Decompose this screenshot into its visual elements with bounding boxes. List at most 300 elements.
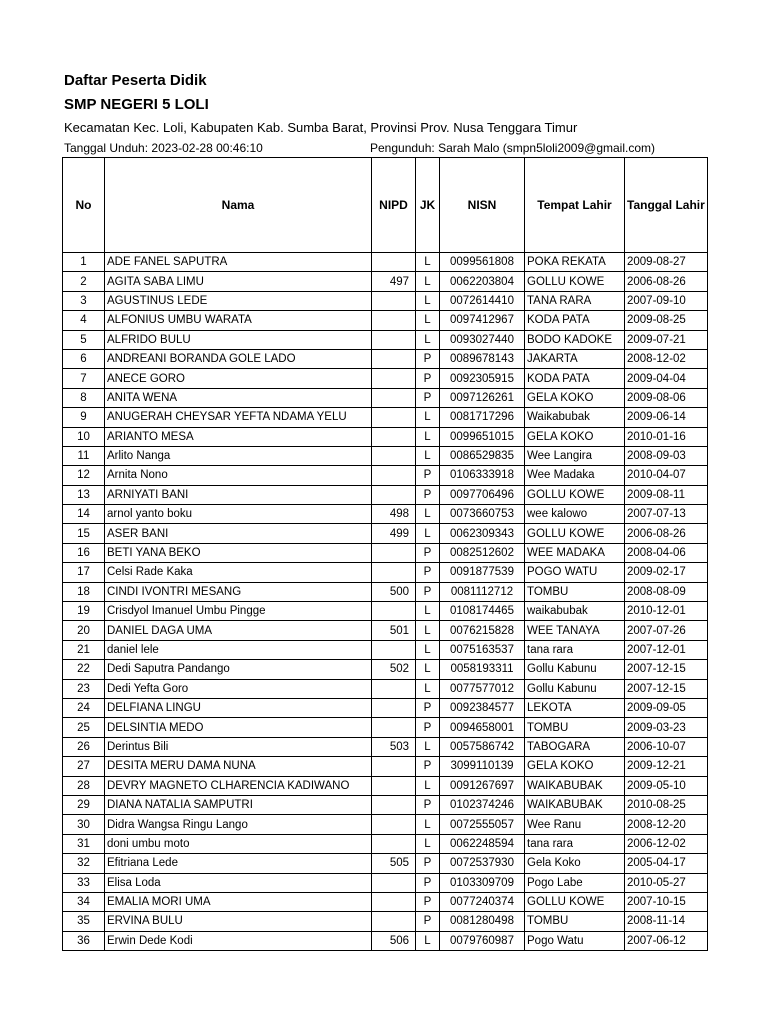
table-row [63, 776, 708, 795]
cell-jk: L [416, 505, 440, 524]
school-location: Kecamatan Kec. Loli, Kabupaten Kab. Sumba Barat, Provinsi Prov. Nusa Tenggara Timur [64, 120, 578, 135]
cell-nama: CINDI IVONTRI MESANG [105, 582, 372, 601]
cell-nama: ANDREANI BORANDA GOLE LADO [105, 349, 372, 368]
cell-tanggal-lahir: 2007-06-12 [625, 931, 708, 950]
cell-jk: L [416, 679, 440, 698]
table-row [63, 892, 708, 911]
cell-tanggal-lahir: 2009-08-06 [625, 388, 708, 407]
cell-tempat-lahir: POGO WATU [525, 563, 625, 582]
cell-nisn: 0097412967 [440, 311, 525, 330]
cell-nama: ALFRIDO BULU [105, 330, 372, 349]
table-row [63, 524, 708, 543]
cell-jk: L [416, 272, 440, 291]
table-row [63, 737, 708, 756]
cell-nama: Dedi Yefta Goro [105, 679, 372, 698]
cell-nisn: 0073660753 [440, 505, 525, 524]
cell-nama: Derintus Bili [105, 737, 372, 756]
cell-nipd: 501 [372, 621, 416, 640]
cell-no: 8 [63, 388, 105, 407]
table-row [63, 679, 708, 698]
cell-jk: P [416, 892, 440, 911]
cell-jk: L [416, 524, 440, 543]
cell-tanggal-lahir: 2007-12-01 [625, 640, 708, 659]
table-row [63, 602, 708, 621]
cell-nisn: 0097126261 [440, 388, 525, 407]
cell-nisn: 0092305915 [440, 369, 525, 388]
cell-no: 1 [63, 253, 105, 272]
cell-nisn: 0077577012 [440, 679, 525, 698]
table-row [63, 291, 708, 310]
cell-no: 17 [63, 563, 105, 582]
cell-nisn: 0077240374 [440, 892, 525, 911]
table-row [63, 582, 708, 601]
cell-nisn: 0099651015 [440, 427, 525, 446]
table-row [63, 854, 708, 873]
cell-nama: DELSINTIA MEDO [105, 718, 372, 737]
cell-no: 24 [63, 698, 105, 717]
cell-tempat-lahir: GOLLU KOWE [525, 524, 625, 543]
cell-nama: BETI YANA BEKO [105, 543, 372, 562]
cell-nipd [372, 815, 416, 834]
cell-jk: P [416, 718, 440, 737]
cell-no: 27 [63, 757, 105, 776]
table-row [63, 388, 708, 407]
cell-nipd [372, 873, 416, 892]
cell-tanggal-lahir: 2009-02-17 [625, 563, 708, 582]
cell-tanggal-lahir: 2007-12-15 [625, 660, 708, 679]
cell-nama: ALFONIUS UMBU WARATA [105, 311, 372, 330]
column-header-jk: JK [416, 158, 440, 253]
cell-nama: ARIANTO MESA [105, 427, 372, 446]
cell-nisn: 0058193311 [440, 660, 525, 679]
cell-nisn: 0103309709 [440, 873, 525, 892]
cell-nama: daniel lele [105, 640, 372, 659]
table-row [63, 718, 708, 737]
cell-tanggal-lahir: 2009-09-05 [625, 698, 708, 717]
cell-jk: L [416, 427, 440, 446]
cell-no: 5 [63, 330, 105, 349]
cell-tanggal-lahir: 2006-10-07 [625, 737, 708, 756]
cell-tanggal-lahir: 2007-07-26 [625, 621, 708, 640]
cell-jk: L [416, 621, 440, 640]
cell-tanggal-lahir: 2007-07-13 [625, 505, 708, 524]
table-row [63, 272, 708, 291]
table-row [63, 757, 708, 776]
cell-nipd [372, 388, 416, 407]
cell-nisn: 0081280498 [440, 912, 525, 931]
table-row [63, 485, 708, 504]
column-header-nama: Nama [105, 158, 372, 253]
cell-nama: DELFIANA LINGU [105, 698, 372, 717]
cell-nama: Crisdyol Imanuel Umbu Pingge [105, 602, 372, 621]
cell-tanggal-lahir: 2006-12-02 [625, 834, 708, 853]
cell-nipd: 503 [372, 737, 416, 756]
cell-tanggal-lahir: 2010-05-27 [625, 873, 708, 892]
cell-nisn: 0072537930 [440, 854, 525, 873]
cell-nama: ADE FANEL SAPUTRA [105, 253, 372, 272]
cell-no: 26 [63, 737, 105, 756]
cell-nama: ANUGERAH CHEYSAR YEFTA NDAMA YELU [105, 408, 372, 427]
cell-nipd: 497 [372, 272, 416, 291]
cell-no: 33 [63, 873, 105, 892]
cell-tempat-lahir: Waikabubak [525, 408, 625, 427]
cell-tempat-lahir: JAKARTA [525, 349, 625, 368]
cell-nipd [372, 311, 416, 330]
cell-nipd [372, 563, 416, 582]
table-row [63, 446, 708, 465]
cell-nisn: 0091877539 [440, 563, 525, 582]
cell-jk: L [416, 408, 440, 427]
cell-jk: L [416, 602, 440, 621]
cell-tempat-lahir: TABOGARA [525, 737, 625, 756]
cell-nipd [372, 485, 416, 504]
cell-tempat-lahir: Gollu Kabunu [525, 679, 625, 698]
cell-tempat-lahir: Wee Madaka [525, 466, 625, 485]
cell-no: 18 [63, 582, 105, 601]
cell-nisn: 0081112712 [440, 582, 525, 601]
cell-tanggal-lahir: 2009-12-21 [625, 757, 708, 776]
cell-nisn: 3099110139 [440, 757, 525, 776]
table-row [63, 795, 708, 814]
cell-no: 9 [63, 408, 105, 427]
cell-jk: P [416, 912, 440, 931]
cell-tanggal-lahir: 2006-08-26 [625, 272, 708, 291]
cell-jk: P [416, 349, 440, 368]
cell-nama: DEVRY MAGNETO CLHARENCIA KADIWANO [105, 776, 372, 795]
table-header-row [63, 158, 708, 253]
cell-nisn: 0093027440 [440, 330, 525, 349]
cell-nipd [372, 776, 416, 795]
cell-jk: L [416, 815, 440, 834]
cell-nipd [372, 446, 416, 465]
download-timestamp: Tanggal Unduh: 2023-02-28 00:46:10 [64, 141, 263, 155]
cell-nisn: 0062203804 [440, 272, 525, 291]
cell-jk: L [416, 291, 440, 310]
cell-tempat-lahir: TOMBU [525, 582, 625, 601]
table-row [63, 505, 708, 524]
cell-jk: L [416, 776, 440, 795]
cell-tempat-lahir: GOLLU KOWE [525, 272, 625, 291]
cell-tanggal-lahir: 2009-06-14 [625, 408, 708, 427]
cell-nisn: 0099561808 [440, 253, 525, 272]
cell-tempat-lahir: POKA REKATA [525, 253, 625, 272]
cell-tanggal-lahir: 2009-08-25 [625, 311, 708, 330]
cell-tempat-lahir: GELA KOKO [525, 757, 625, 776]
cell-nipd [372, 253, 416, 272]
table-row [63, 349, 708, 368]
downloader-info: Pengunduh: Sarah Malo (smpn5loli2009@gmail.com) [370, 141, 655, 155]
table-row [63, 912, 708, 931]
cell-jk: P [416, 563, 440, 582]
cell-nipd [372, 640, 416, 659]
table-row [63, 815, 708, 834]
cell-tempat-lahir: WEE MADAKA [525, 543, 625, 562]
cell-nipd [372, 466, 416, 485]
cell-nipd: 498 [372, 505, 416, 524]
cell-nisn: 0086529835 [440, 446, 525, 465]
cell-tempat-lahir: WEE TANAYA [525, 621, 625, 640]
cell-no: 12 [63, 466, 105, 485]
cell-jk: P [416, 543, 440, 562]
cell-tanggal-lahir: 2009-05-10 [625, 776, 708, 795]
cell-no: 32 [63, 854, 105, 873]
cell-no: 29 [63, 795, 105, 814]
table-row [63, 640, 708, 659]
cell-jk: L [416, 311, 440, 330]
cell-no: 10 [63, 427, 105, 446]
cell-tanggal-lahir: 2010-12-01 [625, 602, 708, 621]
cell-nama: DANIEL DAGA UMA [105, 621, 372, 640]
table-row [63, 408, 708, 427]
cell-tanggal-lahir: 2009-03-23 [625, 718, 708, 737]
cell-jk: P [416, 757, 440, 776]
cell-nama: ANECE GORO [105, 369, 372, 388]
cell-nipd [372, 543, 416, 562]
cell-nama: ASER BANI [105, 524, 372, 543]
cell-nipd [372, 912, 416, 931]
cell-nama: Arlito Nanga [105, 446, 372, 465]
cell-nipd: 505 [372, 854, 416, 873]
cell-nipd: 502 [372, 660, 416, 679]
cell-no: 21 [63, 640, 105, 659]
cell-tempat-lahir: GELA KOKO [525, 427, 625, 446]
cell-jk: L [416, 660, 440, 679]
cell-jk: P [416, 873, 440, 892]
cell-nisn: 0062309343 [440, 524, 525, 543]
cell-no: 4 [63, 311, 105, 330]
cell-nipd [372, 757, 416, 776]
cell-jk: P [416, 388, 440, 407]
cell-tanggal-lahir: 2005-04-17 [625, 854, 708, 873]
cell-nisn: 0082512602 [440, 543, 525, 562]
cell-tempat-lahir: tana rara [525, 834, 625, 853]
cell-nama: Erwin Dede Kodi [105, 931, 372, 950]
cell-tempat-lahir: Gollu Kabunu [525, 660, 625, 679]
cell-nisn: 0102374246 [440, 795, 525, 814]
cell-nipd [372, 330, 416, 349]
cell-nisn: 0081717296 [440, 408, 525, 427]
cell-tanggal-lahir: 2008-12-20 [625, 815, 708, 834]
cell-nisn: 0072614410 [440, 291, 525, 310]
table-row [63, 311, 708, 330]
cell-no: 16 [63, 543, 105, 562]
cell-tempat-lahir: Gela Koko [525, 854, 625, 873]
cell-tempat-lahir: Pogo Watu [525, 931, 625, 950]
cell-no: 13 [63, 485, 105, 504]
cell-nipd [372, 718, 416, 737]
column-header-no: No [63, 158, 105, 253]
cell-no: 2 [63, 272, 105, 291]
cell-tanggal-lahir: 2009-08-27 [625, 253, 708, 272]
cell-tanggal-lahir: 2009-08-11 [625, 485, 708, 504]
cell-tempat-lahir: Wee Ranu [525, 815, 625, 834]
cell-tempat-lahir: waikabubak [525, 602, 625, 621]
cell-tanggal-lahir: 2008-08-09 [625, 582, 708, 601]
cell-tanggal-lahir: 2010-04-07 [625, 466, 708, 485]
cell-tempat-lahir: BODO KADOKE [525, 330, 625, 349]
cell-nisn: 0062248594 [440, 834, 525, 853]
cell-tanggal-lahir: 2008-11-14 [625, 912, 708, 931]
cell-nipd [372, 291, 416, 310]
cell-jk: P [416, 698, 440, 717]
cell-nama: Efitriana Lede [105, 854, 372, 873]
table-row [63, 563, 708, 582]
cell-tanggal-lahir: 2010-01-16 [625, 427, 708, 446]
cell-jk: P [416, 795, 440, 814]
cell-nisn: 0075163537 [440, 640, 525, 659]
table-row [63, 698, 708, 717]
cell-nipd [372, 795, 416, 814]
cell-nama: AGITA SABA LIMU [105, 272, 372, 291]
cell-nipd: 506 [372, 931, 416, 950]
cell-nipd [372, 349, 416, 368]
cell-nama: Elisa Loda [105, 873, 372, 892]
cell-tanggal-lahir: 2008-04-06 [625, 543, 708, 562]
table-row [63, 543, 708, 562]
cell-nisn: 0108174465 [440, 602, 525, 621]
cell-tempat-lahir: GELA KOKO [525, 388, 625, 407]
cell-tempat-lahir: WAIKABUBAK [525, 795, 625, 814]
cell-nisn: 0057586742 [440, 737, 525, 756]
cell-nisn: 0097706496 [440, 485, 525, 504]
cell-no: 23 [63, 679, 105, 698]
cell-nisn: 0072555057 [440, 815, 525, 834]
table-row [63, 330, 708, 349]
cell-tempat-lahir: tana rara [525, 640, 625, 659]
cell-tempat-lahir: Wee Langira [525, 446, 625, 465]
cell-no: 19 [63, 602, 105, 621]
table-row [63, 621, 708, 640]
cell-tempat-lahir: GOLLU KOWE [525, 485, 625, 504]
student-table [62, 157, 708, 951]
table-row [63, 253, 708, 272]
cell-nisn: 0106333918 [440, 466, 525, 485]
cell-no: 11 [63, 446, 105, 465]
cell-tanggal-lahir: 2006-08-26 [625, 524, 708, 543]
table-row [63, 834, 708, 853]
cell-tempat-lahir: TOMBU [525, 718, 625, 737]
cell-nama: ERVINA BULU [105, 912, 372, 931]
cell-nama: arnol yanto boku [105, 505, 372, 524]
cell-no: 35 [63, 912, 105, 931]
cell-jk: P [416, 466, 440, 485]
cell-no: 34 [63, 892, 105, 911]
cell-jk: L [416, 931, 440, 950]
cell-nama: Arnita Nono [105, 466, 372, 485]
cell-no: 28 [63, 776, 105, 795]
table-row [63, 369, 708, 388]
column-header-nipd: NIPD [372, 158, 416, 253]
cell-no: 36 [63, 931, 105, 950]
cell-tanggal-lahir: 2007-09-10 [625, 291, 708, 310]
cell-jk: L [416, 253, 440, 272]
table-row [63, 660, 708, 679]
cell-tempat-lahir: wee kalowo [525, 505, 625, 524]
cell-nipd [372, 427, 416, 446]
cell-nama: ANITA WENA [105, 388, 372, 407]
cell-nisn: 0094658001 [440, 718, 525, 737]
cell-nipd [372, 834, 416, 853]
cell-nipd [372, 369, 416, 388]
document-title: Daftar Peserta Didik [64, 72, 207, 89]
cell-nipd [372, 698, 416, 717]
cell-tempat-lahir: TOMBU [525, 912, 625, 931]
cell-jk: P [416, 854, 440, 873]
cell-nama: DESITA MERU DAMA NUNA [105, 757, 372, 776]
cell-nipd [372, 602, 416, 621]
table-row [63, 427, 708, 446]
cell-no: 25 [63, 718, 105, 737]
cell-jk: L [416, 737, 440, 756]
table-row [63, 466, 708, 485]
cell-tanggal-lahir: 2009-07-21 [625, 330, 708, 349]
cell-nama: doni umbu moto [105, 834, 372, 853]
cell-nama: Celsi Rade Kaka [105, 563, 372, 582]
cell-nama: Didra Wangsa Ringu Lango [105, 815, 372, 834]
cell-nama: ARNIYATI BANI [105, 485, 372, 504]
cell-tanggal-lahir: 2009-04-04 [625, 369, 708, 388]
cell-jk: P [416, 582, 440, 601]
school-name: SMP NEGERI 5 LOLI [64, 96, 209, 113]
cell-nama: EMALIA MORI UMA [105, 892, 372, 911]
cell-nipd [372, 892, 416, 911]
cell-nipd: 499 [372, 524, 416, 543]
cell-nisn: 0076215828 [440, 621, 525, 640]
cell-no: 14 [63, 505, 105, 524]
cell-no: 3 [63, 291, 105, 310]
cell-no: 15 [63, 524, 105, 543]
cell-nama: Dedi Saputra Pandango [105, 660, 372, 679]
table-body [63, 253, 708, 951]
cell-nisn: 0091267697 [440, 776, 525, 795]
column-header-tempat-lahir: Tempat Lahir [525, 158, 625, 253]
cell-no: 22 [63, 660, 105, 679]
cell-no: 30 [63, 815, 105, 834]
cell-tanggal-lahir: 2010-08-25 [625, 795, 708, 814]
cell-nipd: 500 [372, 582, 416, 601]
cell-tempat-lahir: KODA PATA [525, 369, 625, 388]
cell-jk: P [416, 369, 440, 388]
cell-tempat-lahir: LEKOTA [525, 698, 625, 717]
cell-nama: DIANA NATALIA SAMPUTRI [105, 795, 372, 814]
column-header-nisn: NISN [440, 158, 525, 253]
table-row [63, 873, 708, 892]
cell-tanggal-lahir: 2008-09-03 [625, 446, 708, 465]
cell-tanggal-lahir: 2007-10-15 [625, 892, 708, 911]
cell-nisn: 0092384577 [440, 698, 525, 717]
cell-jk: L [416, 640, 440, 659]
cell-tempat-lahir: Pogo Labe [525, 873, 625, 892]
cell-tempat-lahir: TANA RARA [525, 291, 625, 310]
cell-no: 7 [63, 369, 105, 388]
cell-tempat-lahir: WAIKABUBAK [525, 776, 625, 795]
cell-nisn: 0079760987 [440, 931, 525, 950]
cell-nipd [372, 408, 416, 427]
cell-jk: L [416, 446, 440, 465]
table-row [63, 931, 708, 950]
cell-no: 20 [63, 621, 105, 640]
cell-nipd [372, 679, 416, 698]
cell-tanggal-lahir: 2007-12-15 [625, 679, 708, 698]
column-header-tanggal-lahir: Tanggal Lahir [625, 158, 708, 253]
cell-jk: L [416, 330, 440, 349]
cell-no: 31 [63, 834, 105, 853]
cell-nisn: 0089678143 [440, 349, 525, 368]
cell-tanggal-lahir: 2008-12-02 [625, 349, 708, 368]
cell-nama: AGUSTINUS LEDE [105, 291, 372, 310]
cell-jk: P [416, 485, 440, 504]
cell-tempat-lahir: GOLLU KOWE [525, 892, 625, 911]
